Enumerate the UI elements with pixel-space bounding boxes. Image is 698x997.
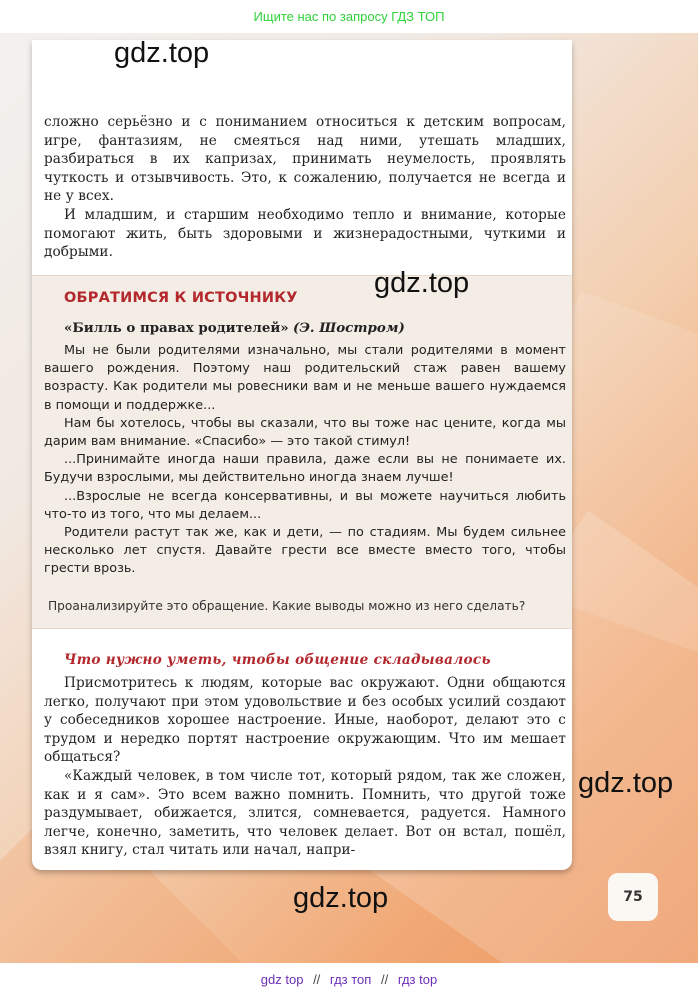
source-text	[44, 342, 566, 579]
separator: //	[313, 972, 321, 987]
paragraph: «Каждый человек, в том числе тот, который рядом, так же сложен, как и я сам». Это всем важно помнить. Помнить, что другой тоже раздумывает, обижается, злится, сомневается, радуется. Намного легче, конечно, заметить, что человек делает. Вот он встал, пошёл, взял книгу, стал читать или начал, напри-	[44, 767, 566, 859]
question: Проанализируйте это обращение. Какие выводы можно из него сделать?	[48, 599, 526, 613]
source-box	[32, 267, 572, 629]
bottom-links	[0, 963, 698, 997]
link-gdz-top-ru[interactable]: гдз топ	[329, 972, 372, 987]
work-title: «Билль о правах родителей»	[64, 320, 289, 336]
paragraph: И младшим, и старшим необходимо тепло и внимание, которые помогают жить, быть здоровыми и жизнерадостными, чуткими и добрыми.	[44, 206, 566, 261]
textbook-page	[32, 37, 572, 870]
link-gdz-top-mixed[interactable]: гдз top	[397, 972, 438, 987]
section-text	[44, 674, 566, 860]
watermark: gdz.top	[578, 767, 674, 799]
watermark: gdz.top	[114, 37, 210, 69]
separator: //	[380, 972, 389, 987]
intro-text	[44, 113, 566, 262]
paragraph: Родители растут так же, как и дети, — по стадиям. Мы будем сильнее несколько лет спустя. Давайте грести все вместе вместо того, чтобы грести врозь.	[44, 525, 566, 577]
watermark: gdz.top	[293, 882, 389, 914]
source-citation	[64, 320, 405, 336]
paragraph: ...Взрослые не всегда консервативны, и вы можете научиться любить что-то из того, что мы делаем...	[44, 488, 566, 522]
page-number: 75	[608, 873, 658, 921]
top-banner: Ищите нас по запросу ГДЗ ТОП	[0, 0, 698, 33]
paragraph: Нам бы хотелось, чтобы вы сказали, что вы тоже нас цените, когда мы дарим вам внимание. «Спасибо» — это такой стимул!	[44, 415, 566, 450]
author: (Э. Шостром)	[292, 320, 405, 336]
link-gdz-top[interactable]: gdz top	[260, 972, 304, 987]
paragraph: Присмотритесь к людям, которые вас окружают. Одни общаются легко, получают при этом удовольствие и без особых усилий создают у собеседников хорошее настроение. Иные, наоборот, делают это с трудом и нередко портят настроение окружающим. Что им мешает общаться?	[44, 675, 566, 766]
paragraph: ...Принимайте иногда наши правила, даже если вы не понимаете их. Будучи взрослыми, мы действительно иногда знаем лучше!	[44, 452, 566, 486]
source-box-title: ОБРАТИМСЯ К ИСТОЧНИКУ	[64, 290, 298, 306]
paragraph: сложно серьёзно и с пониманием относиться к детским вопросам, игре, фантазиям, не смеяться над ними, утешать младших, разбираться в их капризах, принимать неумелость, проявлять чуткость и отзывчивость. Это, к сожалению, получается не всегда и не у всех.	[44, 114, 566, 205]
section-title: Что нужно уметь, чтобы общение складывалось	[64, 652, 491, 668]
paragraph: Мы не были родителями изначально, мы стали родителями в момент вашего рождения. Поэтому наш родительский стаж равен вашему возрасту. Как родители мы ровесники вам и не меньше вашего нуждаемся в помощи и поддержке...	[44, 343, 566, 413]
watermark: gdz.top	[374, 267, 470, 299]
